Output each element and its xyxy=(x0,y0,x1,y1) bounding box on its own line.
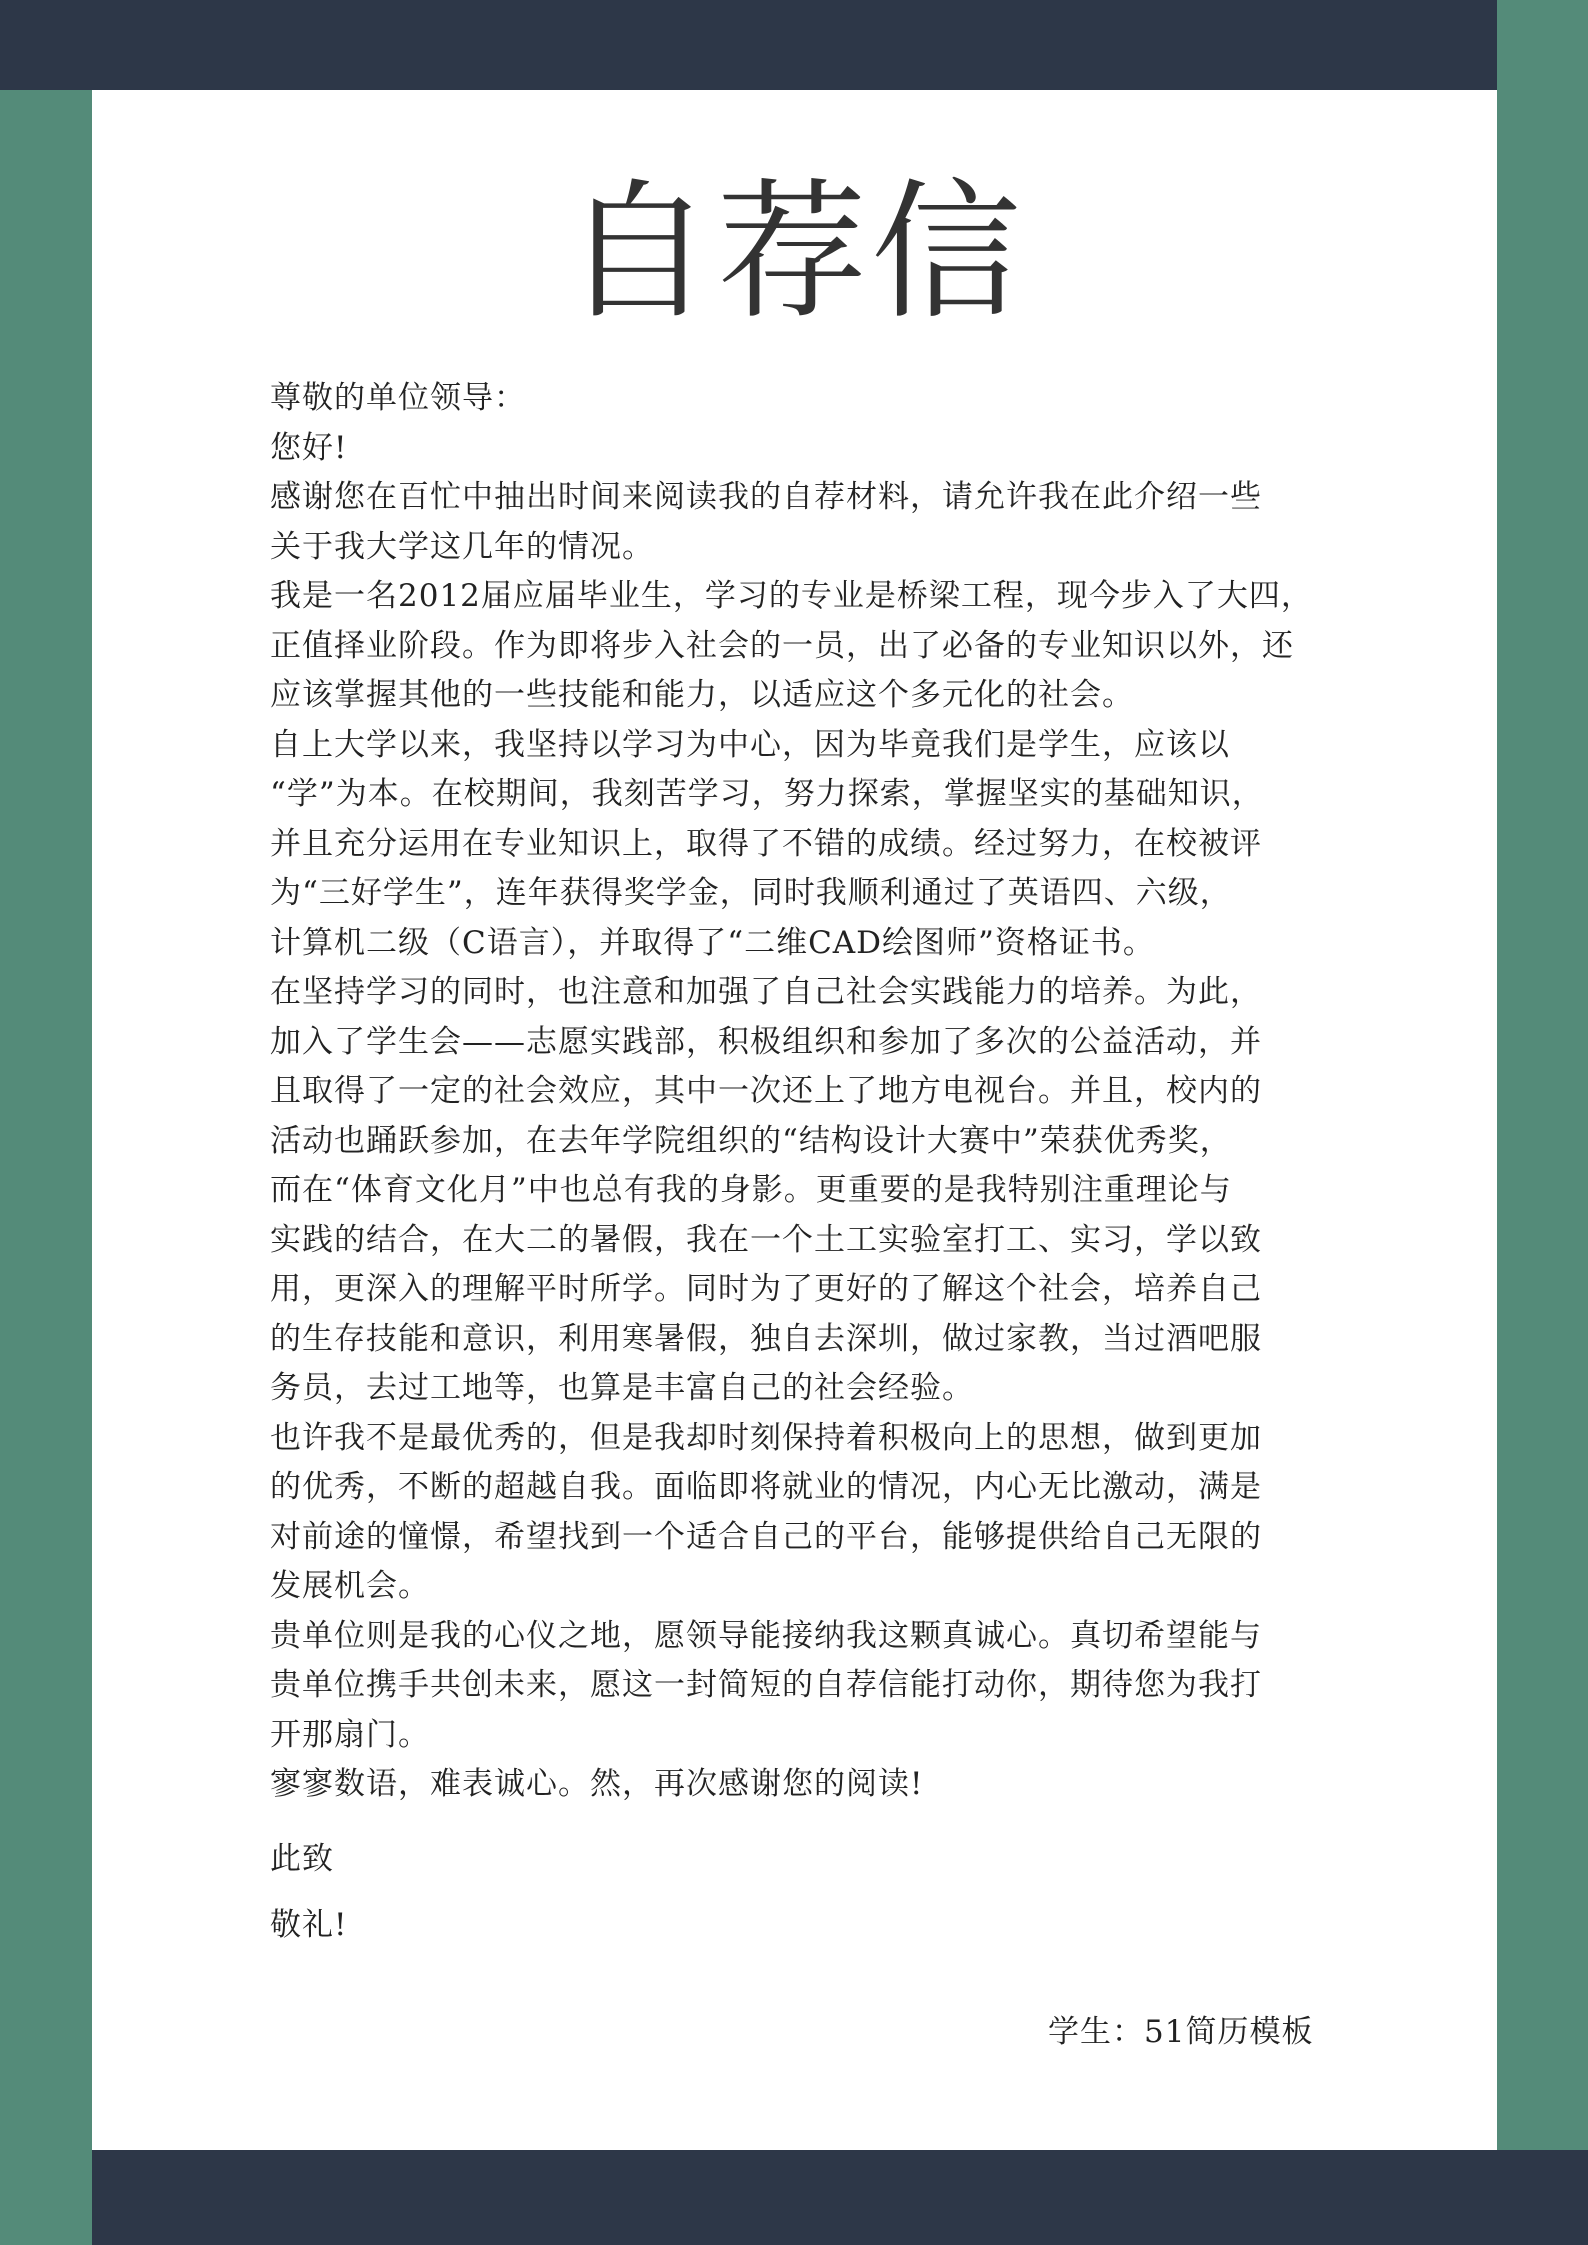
letter-body xyxy=(270,374,1390,1810)
signature: 学生：51简历模板 xyxy=(1048,2014,1314,2050)
paragraph-line: 也许我不是最优秀的，但是我却时刻保持着积极向上的思想，做到更加 xyxy=(270,1419,1262,1456)
paragraph-line: 且取得了一定的社会效应，其中一次还上了地方电视台。并且，校内的 xyxy=(270,1073,1262,1109)
paragraph-line: 用，更深入的理解平时所学。同时为了更好的了解这个社会，培养自己 xyxy=(270,1271,1262,1307)
paragraph-line: 在坚持学习的同时，也注意和加强了自己社会实践能力的培养。为此， xyxy=(270,974,1262,1010)
paragraph-line: 实践的结合，在大二的暑假，我在一个土工实验室打工、实习，学以致 xyxy=(270,1221,1262,1258)
paragraph-line: 加入了学生会——志愿实践部，积极组织和参加了多次的公益活动，并 xyxy=(270,1023,1262,1060)
left-decor-bar xyxy=(0,90,92,2245)
letter-paragraphs xyxy=(270,473,1390,1810)
paragraph-line: 对前途的憧憬，希望找到一个适合自己的平台，能够提供给自己无限的 xyxy=(270,1518,1262,1555)
closing-block xyxy=(270,1826,347,1958)
paragraph-line: “学”为本。在校期间，我刻苦学习，努力探索，掌握坚实的基础知识， xyxy=(270,776,1264,812)
paragraph-line: 自上大学以来，我坚持以学习为中心，因为毕竟我们是学生，应该以 xyxy=(270,726,1230,763)
paragraph-line: 关于我大学这几年的情况。 xyxy=(270,528,654,565)
paragraph-line: 感谢您在百忙中抽出时间来阅读我的自荐材料，请允许我在此介绍一些 xyxy=(270,479,1262,515)
closing-line-1: 此致 xyxy=(270,1841,334,1877)
paragraph-line: 的生存技能和意识，利用寒暑假，独自去深圳，做过家教，当过酒吧服 xyxy=(270,1320,1262,1357)
paragraph-line: 为“三好学生”，连年获得奖学金，同时我顺利通过了英语四、六级， xyxy=(270,875,1232,911)
paragraph-line: 计算机二级（C语言），并取得了“二维CAD绘图师”资格证书。 xyxy=(270,924,1155,961)
paragraph-line: 贵单位携手共创未来，愿这一封简短的自荐信能打动你，期待您为我打 xyxy=(270,1667,1262,1703)
page-title: 自荐信 xyxy=(562,166,1025,340)
top-decor-bar xyxy=(0,0,1497,90)
paragraph-line: 正值择业阶段。作为即将步入社会的一员，出了必备的专业知识以外，还 xyxy=(270,627,1294,664)
paragraph-line: 并且充分运用在专业知识上，取得了不错的成绩。经过努力，在校被评 xyxy=(270,825,1262,862)
paragraph-line: 务员，去过工地等，也算是丰富自己的社会经验。 xyxy=(270,1370,974,1406)
paragraph-line: 的优秀，不断的超越自我。面临即将就业的情况，内心无比激动，满是 xyxy=(270,1469,1262,1505)
salutation: 尊敬的单位领导： xyxy=(270,380,526,416)
paragraph-line: 发展机会。 xyxy=(270,1568,430,1604)
paragraph-line: 寥寥数语，难表诚心。然，再次感谢您的阅读! xyxy=(270,1766,924,1802)
closing-line-2: 敬礼! xyxy=(270,1907,348,1943)
bottom-decor-bar xyxy=(92,2150,1588,2245)
paragraph-line: 而在“体育文化月”中也总有我的身影。更重要的是我特别注重理论与 xyxy=(270,1172,1232,1208)
paragraph-line: 开那扇门。 xyxy=(270,1716,430,1753)
paragraph-line: 贵单位则是我的心仪之地，愿领导能接纳我这颗真诚心。真切希望能与 xyxy=(270,1617,1262,1654)
paragraph-line: 我是一名2012届应届毕业生，学习的专业是桥梁工程，现今步入了大四， xyxy=(270,578,1313,614)
greeting: 您好! xyxy=(270,429,348,466)
paragraph-line: 应该掌握其他的一些技能和能力，以适应这个多元化的社会。 xyxy=(270,677,1134,713)
paragraph-line: 活动也踊跃参加，在去年学院组织的“结构设计大赛中”荣获优秀奖， xyxy=(270,1122,1232,1159)
